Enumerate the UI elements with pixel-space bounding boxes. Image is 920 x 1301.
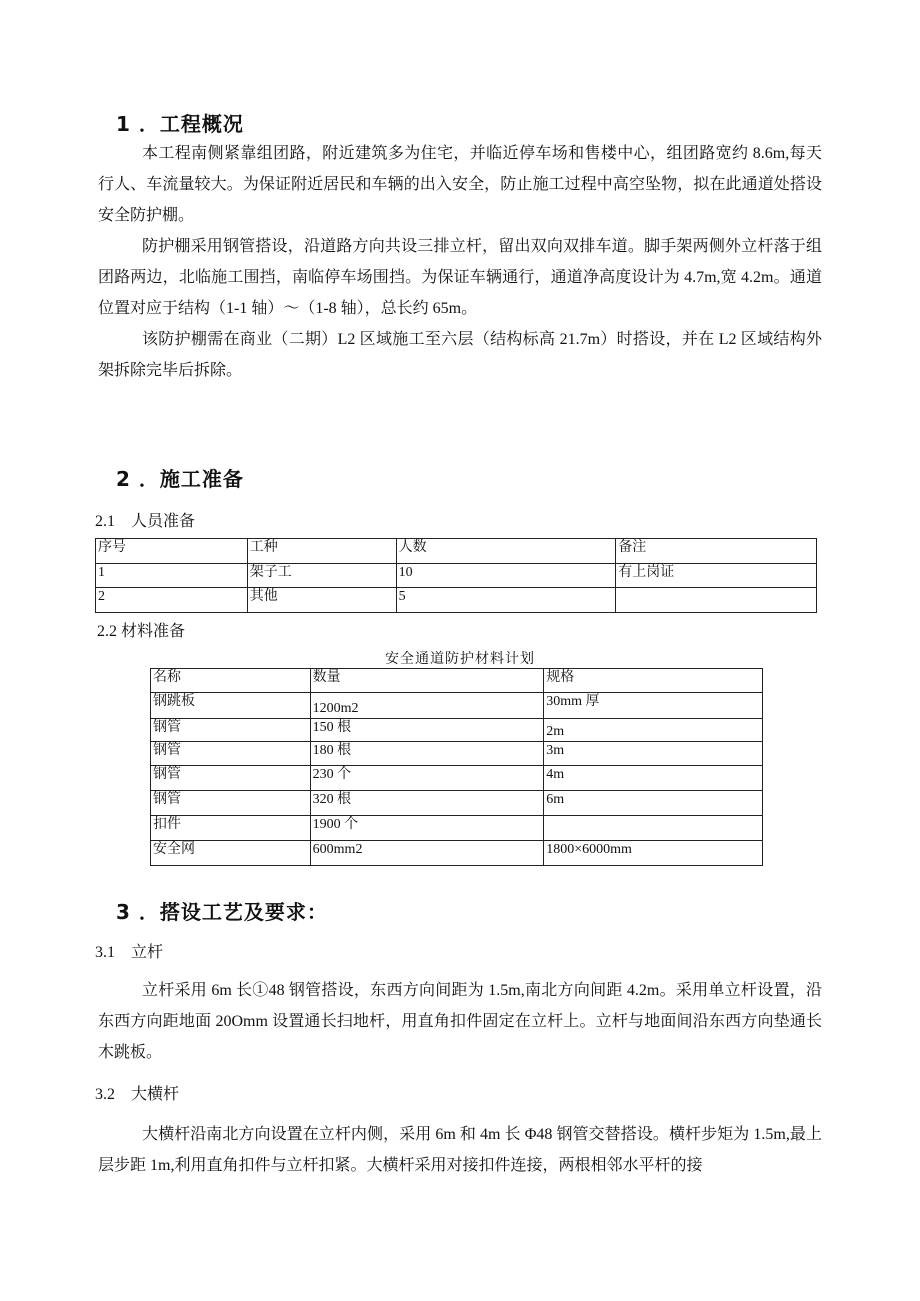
table-row: [151, 742, 763, 766]
table-cell: 钢管: [151, 791, 311, 816]
paragraph: 大横杆沿南北方向设置在立杆内侧，采用 6m 和 4m 长 Φ48 钢管交替搭设。横杆步矩为 1.5m,最上层步距 1m,利用直角扣件与立杆扣紧。大横杆采用对接扣件连接，两根相邻水平杆的接: [98, 1126, 822, 1174]
paragraph: 本工程南侧紧靠组团路，附近建筑多为住宅，并临近停车场和售楼中心，组团路宽约 8.6m,每天行人、车流量较大。为保证附近居民和车辆的出入安全，防止施工过程中高空坠物，拟在此通道处搭设安全防护棚。: [98, 145, 822, 224]
table-cell: 6m: [544, 791, 763, 816]
table-cell: 安全网: [151, 841, 311, 866]
table-cell: 钢管: [151, 766, 311, 791]
table-cell: 150 根: [310, 719, 544, 742]
table-cell: 30mm 厚: [544, 693, 763, 719]
subsection-2-1-heading: 2.1 人员准备: [95, 513, 196, 530]
section-3-heading: 3 ．搭设工艺及要求：: [116, 900, 328, 924]
table-cell: 1900 个: [310, 816, 544, 841]
table-cell: 600mm2: [310, 841, 544, 866]
table-cell: 架子工: [247, 564, 396, 588]
section-1-heading: 1 ．工程概况: [116, 112, 244, 136]
table-row: [151, 816, 763, 841]
table-row: [151, 766, 763, 791]
table-cell: 2: [96, 588, 248, 613]
table-cell: 钢管: [151, 719, 311, 742]
table-cell: 1800×6000mm: [544, 841, 763, 866]
material-table: [150, 668, 763, 866]
table-header-cell: 名称: [151, 669, 311, 693]
section-3-1-body: [98, 975, 822, 1068]
table-header-cell: 备注: [616, 539, 817, 564]
table-row: [151, 719, 763, 742]
paragraph: 立杆采用 6m 长①48 钢管搭设，东西方向间距为 1.5m,南北方向间距 4.2m。采用单立杆设置，沿东西方向距地面 20Omm 设置通长扫地杆，用直角扣件固定在立杆上。立杆与地面间沿东西方向垫通长木跳板。: [98, 982, 822, 1061]
table-cell: 钢跳板: [151, 693, 311, 719]
table-header-row: [96, 539, 817, 564]
table-cell: 5: [396, 588, 616, 613]
table-header-cell: 工种: [247, 539, 396, 564]
table-row: [151, 693, 763, 719]
subsection-2-2-heading: 2.2 材料准备: [97, 623, 186, 640]
table-cell: 有上岗证: [616, 564, 817, 588]
table-cell: 230 个: [310, 766, 544, 791]
table-cell: 4m: [544, 766, 763, 791]
table-cell: 扣件: [151, 816, 311, 841]
table-row: [96, 588, 817, 613]
section-2-heading: 2 ．施工准备: [116, 467, 244, 491]
table-cell: [616, 588, 817, 613]
table-cell: 180 根: [310, 742, 544, 766]
paragraph: 防护棚采用钢管搭设，沿道路方向共设三排立杆，留出双向双排车道。脚手架两侧外立杆落于组团路两边，北临施工围挡，南临停车场围挡。为保证车辆通行，通道净高度设计为 4.7m,宽 4.2m。通道位置对应于结构（1-1 轴）～（1-8 轴），总长约 65m。: [98, 238, 822, 317]
table-cell: 2m: [544, 719, 763, 742]
table-cell: 320 根: [310, 791, 544, 816]
table-cell: 1200m2: [310, 693, 544, 719]
table-header-cell: 人数: [396, 539, 616, 564]
table-cell: 1: [96, 564, 248, 588]
table-cell: 钢管: [151, 742, 311, 766]
table-row: [151, 841, 763, 866]
table-header-cell: 数量: [310, 669, 544, 693]
personnel-table: [95, 538, 817, 613]
paragraph: 该防护棚需在商业（二期）L2 区域施工至六层（结构标高 21.7m）时搭设，并在 L2 区域结构外架拆除完毕后拆除。: [98, 331, 822, 379]
table-header-row: [151, 669, 763, 693]
material-table-caption: 安全通道防护材料计划: [385, 652, 535, 667]
table-row: [96, 564, 817, 588]
table-row: [151, 791, 763, 816]
table-cell: [544, 816, 763, 841]
subsection-3-2-heading: 3.2 大横杆: [95, 1086, 180, 1103]
section-3-2-body: [98, 1119, 822, 1181]
section-1-body: [98, 138, 822, 386]
table-header-cell: 序号: [96, 539, 248, 564]
table-cell: 3m: [544, 742, 763, 766]
table-cell: 其他: [247, 588, 396, 613]
table-cell: 10: [396, 564, 616, 588]
subsection-3-1-heading: 3.1 立杆: [95, 944, 164, 961]
table-header-cell: 规格: [544, 669, 763, 693]
